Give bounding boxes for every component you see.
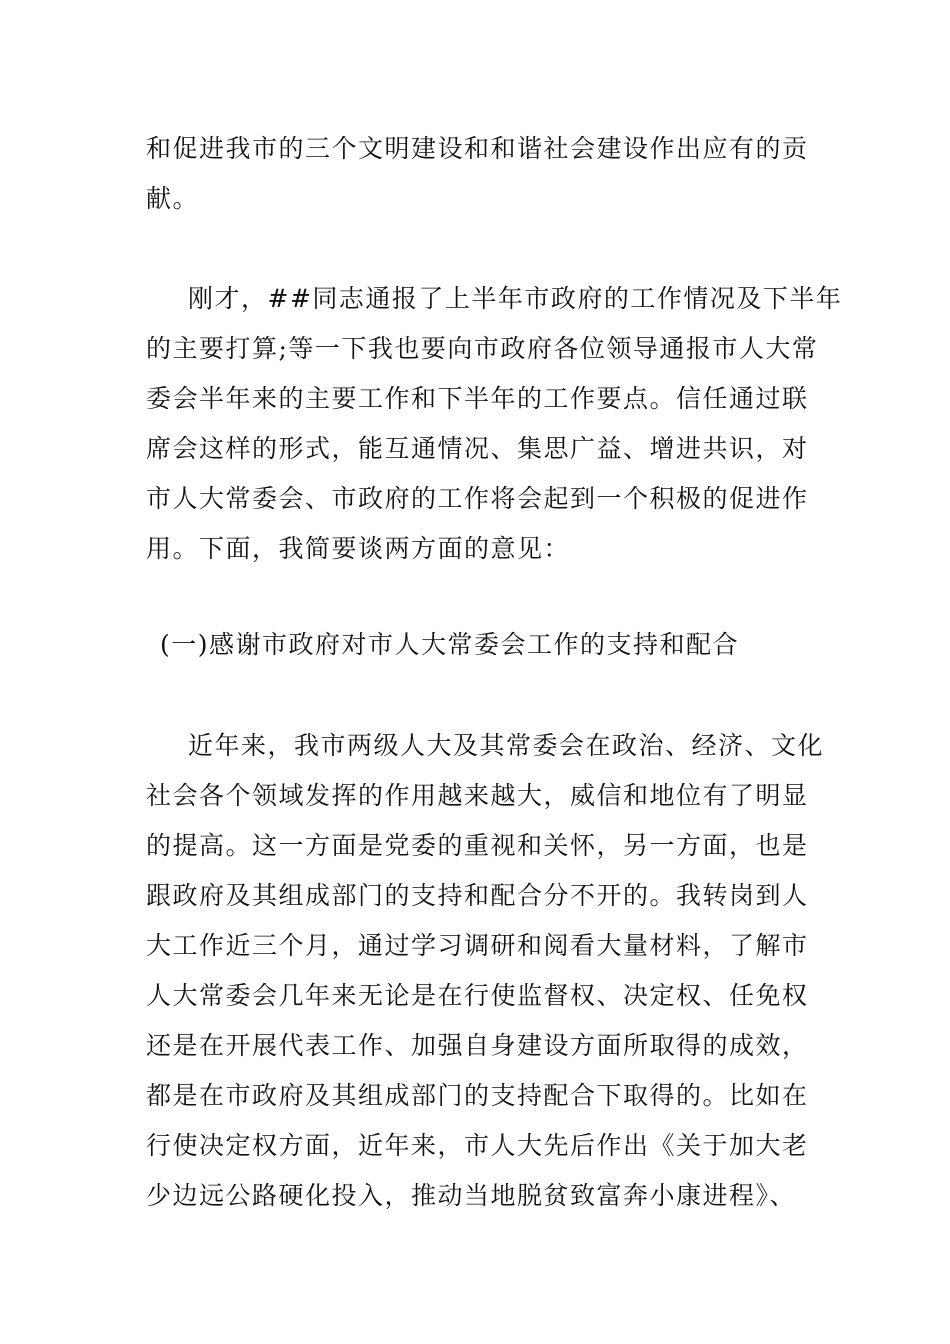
- paragraph-line: 行使决定权方面，近年来，市人大先后作出《关于加大老: [146, 1131, 809, 1160]
- paragraph-line: 委会半年来的主要工作和下半年的工作要点。信任通过联: [146, 384, 809, 413]
- paragraph-1: [146, 124, 810, 224]
- paragraph-line: 用。下面，我简要谈两方面的意见：: [146, 534, 571, 563]
- paragraph-line: 市人大常委会、市政府的工作将会起到一个积极的促进作: [146, 484, 809, 513]
- paragraph-line: 都是在市政府及其组成部门的支持配合下取得的。比如在: [146, 1081, 809, 1110]
- paragraph-line: 少边远公路硬化投入，推动当地脱贫致富奔小康进程》、: [146, 1181, 797, 1210]
- paragraph-3: [146, 721, 825, 1221]
- paragraph-line: 大工作近三个月，通过学习调研和阅看大量材料，了解市: [146, 931, 809, 960]
- paragraph-line: 刚才，##同志通报了上半年市政府的工作情况及下半年: [188, 284, 843, 313]
- paragraph-line: 和促进我市的三个文明建设和和谐社会建设作出应有的贡: [146, 134, 809, 163]
- paragraph-line: 还是在开展代表工作、加强自身建设方面所取得的成效，: [146, 1031, 809, 1060]
- paragraph-line: 的主要打算;等一下我也要向市政府各位领导通报市人大常: [146, 334, 819, 363]
- paragraph-line: 人大常委会几年来无论是在行使监督权、决定权、任免权: [146, 981, 809, 1010]
- paragraph-line: 献。: [146, 184, 200, 213]
- paragraph-line: 近年来，我市两级人大及其常委会在政治、经济、文化: [188, 731, 825, 760]
- section-heading: [146, 620, 810, 670]
- paragraph-line: 的提高。这一方面是党委的重视和关怀，另一方面，也是: [146, 831, 809, 860]
- paragraph-2: [146, 274, 843, 574]
- paragraph-line: 席会这样的形式，能互通情况、集思广益、增进共识，对: [146, 434, 809, 463]
- paragraph-line: 跟政府及其组成部门的支持和配合分不开的。我转岗到人: [146, 881, 809, 910]
- paragraph-line: 社会各个领域发挥的作用越来越大，威信和地位有了明显: [146, 781, 809, 810]
- section-heading-text: (一)感谢市政府对市人大常委会工作的支持和配合: [160, 630, 740, 659]
